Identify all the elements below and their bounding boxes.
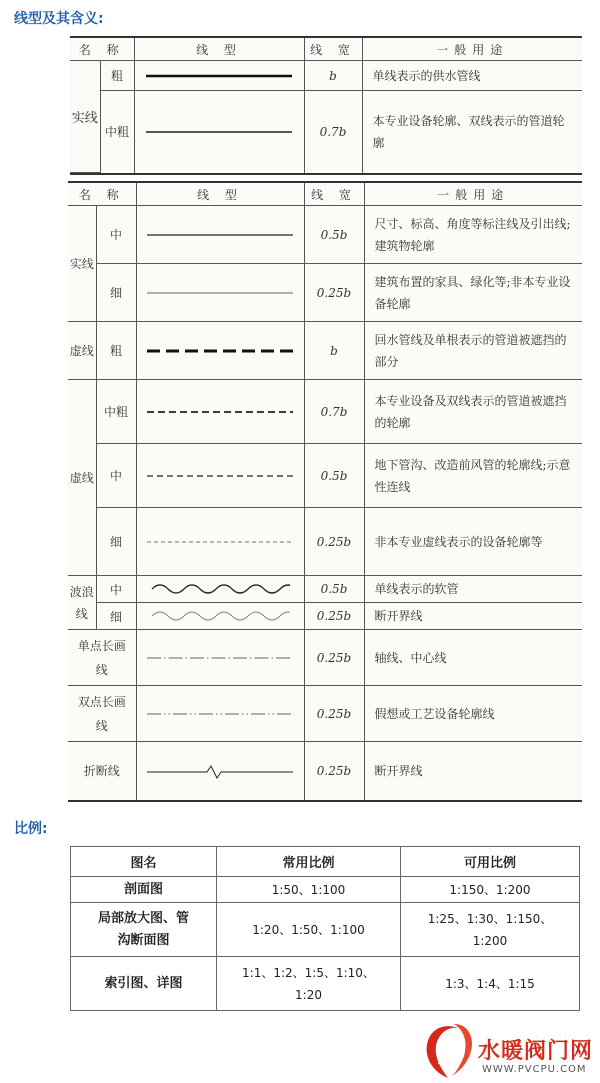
usage-text: 假想或工艺设备轮廓线 bbox=[364, 686, 582, 742]
line-width: 0.5b bbox=[304, 206, 364, 264]
group-label: 双点长画线 bbox=[68, 686, 136, 742]
group-label: 虚线 bbox=[68, 380, 96, 576]
optional-scale: 1:3、1:4、1:15 bbox=[401, 957, 580, 1011]
col-header-name: 名 称 bbox=[70, 38, 134, 61]
common-scale: 1:1、1:2、1:5、1:10、1:20 bbox=[217, 957, 401, 1011]
group-label: 折断线 bbox=[68, 742, 136, 800]
line-sample bbox=[136, 603, 304, 630]
sub-label: 中 bbox=[96, 206, 136, 264]
drawing-name: 剖面图 bbox=[71, 877, 217, 903]
optional-scale: 1:25、1:30、1:150、1:200 bbox=[401, 903, 580, 957]
group-label: 单点长画线 bbox=[68, 630, 136, 686]
line-width: 0.7b bbox=[304, 380, 364, 444]
sub-label: 细 bbox=[96, 264, 136, 322]
usage-text: 本专业设备及双线表示的管道被遮挡的轮廓 bbox=[364, 380, 582, 444]
drawing-name: 局部放大图、管沟断面图 bbox=[71, 903, 217, 957]
usage-text: 单线表示的供水管线 bbox=[362, 61, 582, 91]
line-sample bbox=[136, 322, 304, 380]
col-header-name: 名 称 bbox=[68, 183, 136, 206]
line-width: 0.5b bbox=[304, 444, 364, 508]
scale-heading: 比例: bbox=[14, 821, 48, 837]
group-label: 波浪线 bbox=[68, 576, 96, 630]
sub-label: 粗 bbox=[96, 322, 136, 380]
usage-text: 建筑布置的家具、绿化等;非本专业设备轮廓 bbox=[364, 264, 582, 322]
line-sample bbox=[134, 61, 304, 91]
sub-label: 中粗 bbox=[96, 380, 136, 444]
line-width: 0.7b bbox=[304, 91, 362, 173]
line-sample bbox=[136, 264, 304, 322]
sub-label: 细 bbox=[96, 603, 136, 630]
usage-text: 轴线、中心线 bbox=[364, 630, 582, 686]
col-header-linetype: 线 型 bbox=[134, 38, 304, 61]
group-label: 实线 bbox=[70, 61, 100, 173]
logo-mark-letter: P bbox=[438, 1038, 457, 1071]
drawing-name: 索引图、详图 bbox=[71, 957, 217, 1011]
col-header-width: 线 宽 bbox=[304, 183, 364, 206]
line-types-table-b bbox=[68, 181, 582, 802]
line-sample bbox=[134, 91, 304, 173]
line-sample bbox=[136, 444, 304, 508]
line-sample bbox=[136, 576, 304, 603]
sub-label: 中 bbox=[96, 444, 136, 508]
line-width: 0.25b bbox=[304, 603, 364, 630]
logo-title: 水暖阀门网 bbox=[478, 1039, 594, 1064]
col-header-linetype: 线 型 bbox=[136, 183, 304, 206]
line-width: b bbox=[304, 61, 362, 91]
group-label: 虚线 bbox=[68, 322, 96, 380]
usage-text: 非本专业虚线表示的设备轮廓等 bbox=[364, 508, 582, 576]
col-header-width: 线 宽 bbox=[304, 38, 362, 61]
optional-scale: 1:150、1:200 bbox=[401, 877, 580, 903]
col-header-optional-scale: 可用比例 bbox=[401, 847, 580, 877]
common-scale: 1:20、1:50、1:100 bbox=[217, 903, 401, 957]
line-types-heading: 线型及其含义: bbox=[14, 11, 104, 27]
usage-text: 单线表示的软管 bbox=[364, 576, 582, 603]
sub-label: 粗 bbox=[100, 61, 134, 91]
line-width: 0.5b bbox=[304, 576, 364, 603]
group-label: 实线 bbox=[68, 206, 96, 322]
line-width: 0.25b bbox=[304, 508, 364, 576]
line-sample bbox=[136, 380, 304, 444]
usage-text: 断开界线 bbox=[364, 742, 582, 800]
line-sample bbox=[136, 630, 304, 686]
col-header-common-scale: 常用比例 bbox=[217, 847, 401, 877]
col-header-usage: 一般用途 bbox=[364, 183, 582, 206]
usage-text: 回水管线及单根表示的管道被遮挡的部分 bbox=[364, 322, 582, 380]
sub-label: 细 bbox=[96, 508, 136, 576]
line-sample bbox=[136, 206, 304, 264]
line-sample bbox=[136, 742, 304, 800]
line-sample bbox=[136, 686, 304, 742]
line-types-table-a bbox=[70, 36, 582, 175]
sub-label: 中 bbox=[96, 576, 136, 603]
usage-text: 断开界线 bbox=[364, 603, 582, 630]
line-width: 0.25b bbox=[304, 686, 364, 742]
site-logo[interactable] bbox=[418, 1020, 598, 1082]
line-width: b bbox=[304, 322, 364, 380]
sub-label: 中粗 bbox=[100, 91, 134, 173]
logo-url: WWW.PVCPU.COM bbox=[482, 1064, 587, 1075]
scale-table bbox=[70, 846, 580, 1011]
line-sample bbox=[136, 508, 304, 576]
col-header-usage: 一般用途 bbox=[362, 38, 582, 61]
line-width: 0.25b bbox=[304, 742, 364, 800]
usage-text: 本专业设备轮廓、双线表示的管道轮廓 bbox=[362, 91, 582, 173]
usage-text: 尺寸、标高、角度等标注线及引出线;建筑物轮廓 bbox=[364, 206, 582, 264]
usage-text: 地下管沟、改造前风管的轮廓线;示意性连线 bbox=[364, 444, 582, 508]
line-width: 0.25b bbox=[304, 264, 364, 322]
logo-mark-icon bbox=[418, 1020, 482, 1082]
line-width: 0.25b bbox=[304, 630, 364, 686]
common-scale: 1:50、1:100 bbox=[217, 877, 401, 903]
col-header-drawing-name: 图名 bbox=[71, 847, 217, 877]
